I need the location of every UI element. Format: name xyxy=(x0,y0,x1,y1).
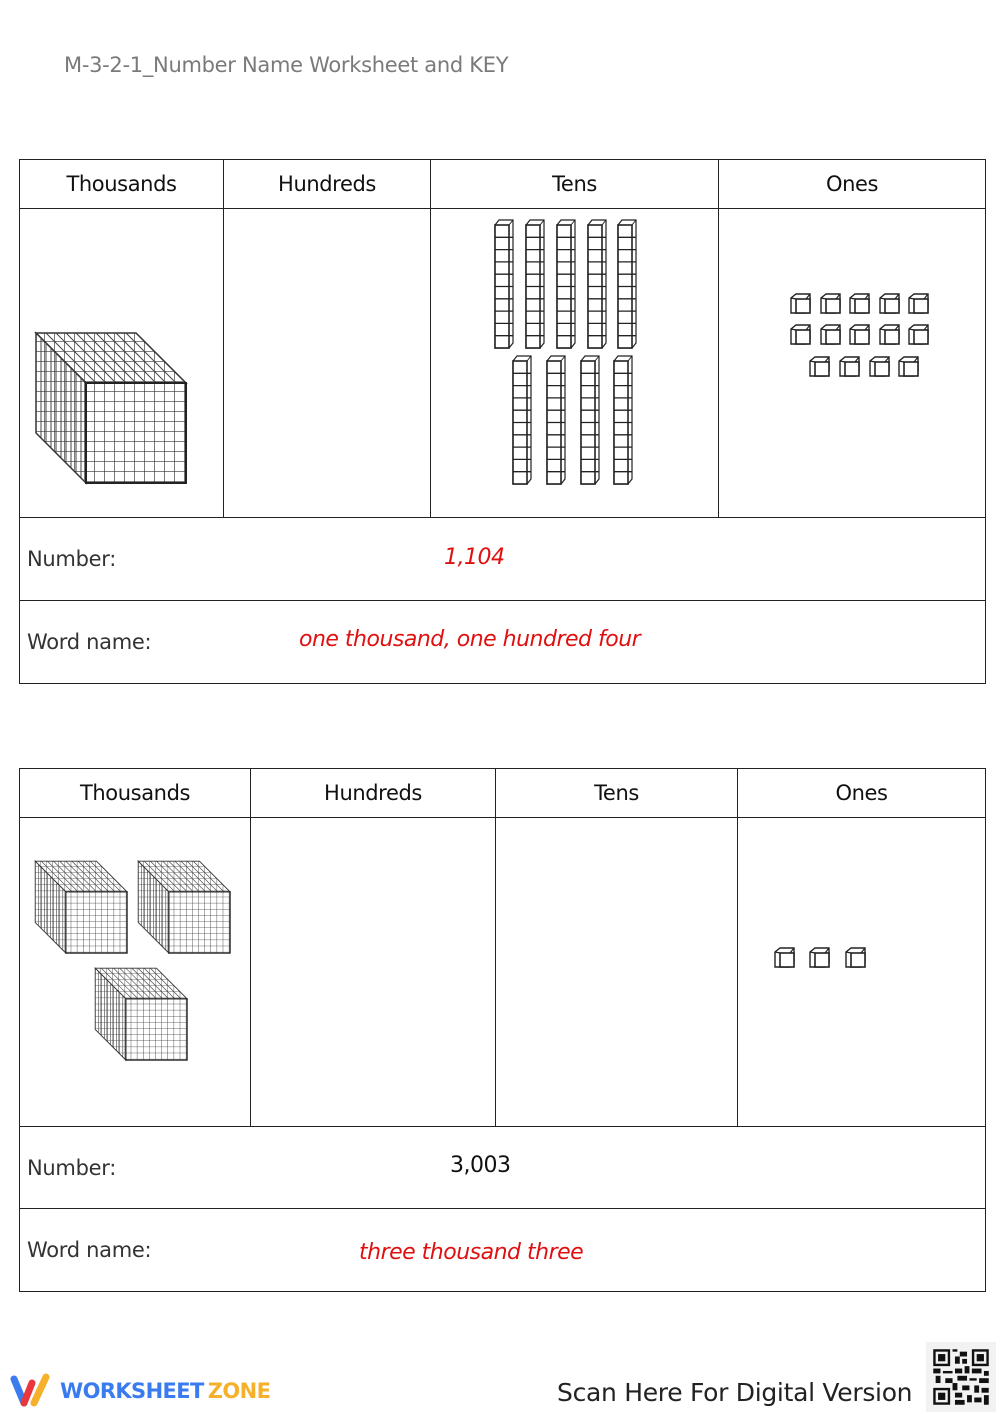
unit-cube-icon xyxy=(879,293,901,315)
header-hundreds: Hundreds xyxy=(251,769,496,817)
unit-cube-icon xyxy=(849,293,871,315)
number-label: Number: xyxy=(27,547,116,571)
header-ones: Ones xyxy=(835,781,888,805)
unit-cube-icon xyxy=(790,324,812,346)
header-hundreds: Hundreds xyxy=(224,160,431,208)
ten-rod-icon xyxy=(586,219,608,349)
document-title: M-3-2-1_Number Name Worksheet and KEY xyxy=(64,53,509,77)
unit-cube-icon xyxy=(908,324,930,346)
unit-cube-icon xyxy=(839,356,861,378)
word-name-label: Word name: xyxy=(27,1238,152,1262)
number-row xyxy=(20,518,985,601)
hundreds-cell xyxy=(224,209,431,517)
unit-cube-icon xyxy=(845,947,867,969)
ones-cell xyxy=(719,209,985,517)
header-row xyxy=(20,160,985,209)
number-answer: 1,104 xyxy=(444,545,505,570)
word-name-answer: three thousand three xyxy=(359,1240,584,1265)
header-thousands: Thousands xyxy=(20,160,224,208)
ten-rod-icon xyxy=(579,355,601,485)
header-ones: Ones xyxy=(825,172,879,196)
unit-cube-icon xyxy=(879,324,901,346)
unit-cube-icon xyxy=(898,356,920,378)
ten-rod-icon xyxy=(545,355,567,485)
scan-instruction: Scan Here For Digital Version xyxy=(557,1378,913,1407)
unit-cube-icon xyxy=(809,356,831,378)
header-thousands: Thousands xyxy=(20,769,251,817)
hundreds-cell xyxy=(251,818,496,1126)
unit-cube-icon xyxy=(869,356,891,378)
ten-rod-icon xyxy=(555,219,577,349)
ones-cell xyxy=(738,818,985,1126)
tens-cell xyxy=(496,818,738,1126)
thousand-cube-icon xyxy=(137,860,235,958)
thousands-cell xyxy=(20,209,224,517)
word-name-label: Word name: xyxy=(27,630,152,654)
unit-cube-icon xyxy=(790,293,812,315)
place-value-table-1 xyxy=(19,159,986,684)
header-tens: Tens xyxy=(496,769,738,817)
worksheetzone-logo-icon xyxy=(8,1373,52,1409)
blocks-row xyxy=(20,209,985,518)
ten-rod-icon xyxy=(493,219,515,349)
unit-cube-icon xyxy=(908,293,930,315)
thousand-cube-icon xyxy=(34,860,132,958)
unit-cube-icon xyxy=(820,293,842,315)
unit-cube-icon xyxy=(774,947,796,969)
qr-code-icon[interactable] xyxy=(926,1342,996,1412)
thousands-cell xyxy=(20,818,251,1126)
blocks-row xyxy=(20,818,985,1127)
thousand-cube-icon xyxy=(94,967,192,1065)
word-name-answer: one thousand, one hundred four xyxy=(299,627,641,652)
brand-zone: ZONE xyxy=(207,1379,271,1403)
unit-cube-icon xyxy=(820,324,842,346)
worksheetzone-logo[interactable] xyxy=(8,1373,270,1409)
ten-rod-icon xyxy=(511,355,533,485)
brand-worksheet: WORKSHEET xyxy=(60,1379,204,1403)
ten-rod-icon xyxy=(524,219,546,349)
number-answer: 3,003 xyxy=(450,1153,511,1178)
ten-rod-icon xyxy=(612,355,634,485)
place-value-table-2 xyxy=(19,768,986,1292)
number-row xyxy=(20,1127,985,1209)
tens-cell xyxy=(431,209,719,517)
ten-rod-icon xyxy=(616,219,638,349)
word-name-row xyxy=(20,601,985,683)
header-row xyxy=(20,769,985,818)
unit-cube-icon xyxy=(809,947,831,969)
number-label: Number: xyxy=(27,1155,116,1180)
header-tens: Tens xyxy=(431,160,719,208)
unit-cube-icon xyxy=(849,324,871,346)
word-name-row xyxy=(20,1209,985,1291)
thousand-cube-icon xyxy=(34,331,194,491)
